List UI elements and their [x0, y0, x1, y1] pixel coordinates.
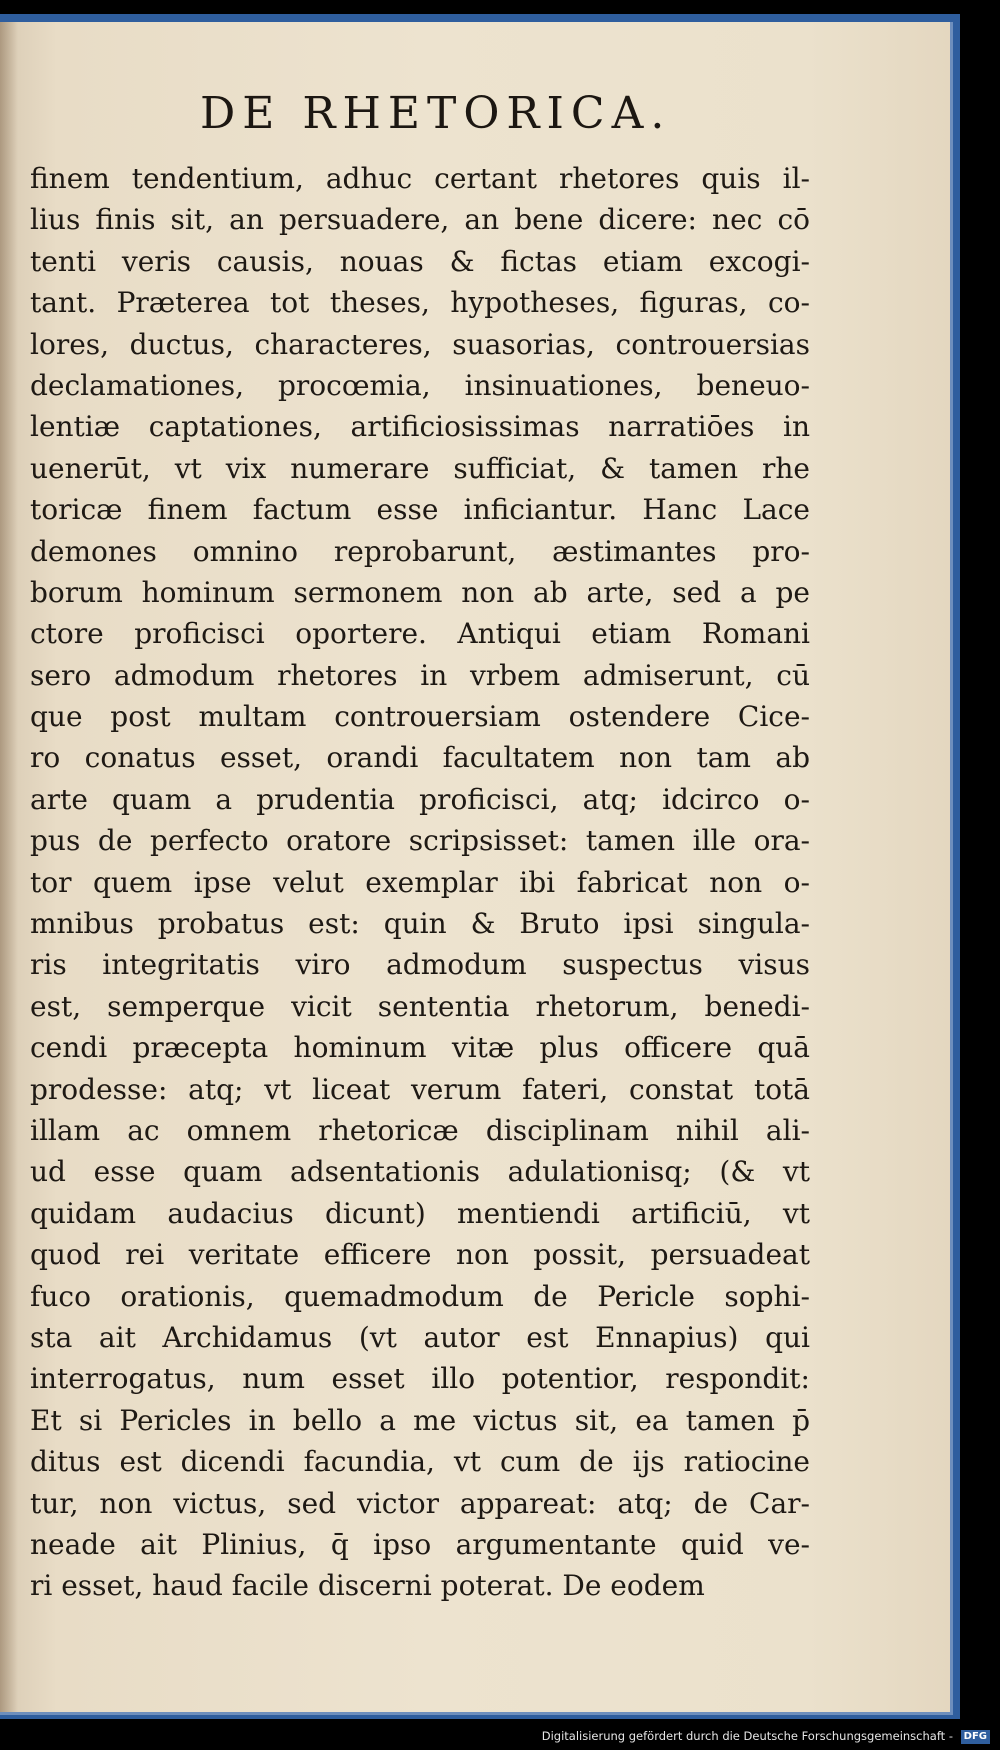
text-line: est, semperque vicit sententia rhetorum, benedi-: [30, 989, 810, 1023]
text-line: uenerūt, vt vix numerare sufficiat, & tamen rhe: [30, 451, 810, 485]
text-line: ud esse quam adsentationis adulationisq; (& vt: [30, 1155, 810, 1189]
text-line: tor quem ipse velut exemplar ibi fabricat non o-: [30, 865, 810, 899]
text-line: toricæ finem factum esse inficiantur. Hanc Lace: [30, 493, 810, 527]
text-line: arte quam a prudentia proficisci, atq; idcirco o-: [30, 782, 810, 816]
text-line: neade ait Plinius, q̄ ipso argumentante quid ve-: [30, 1527, 810, 1561]
text-line: mnibus probatus est: quin & Bruto ipsi singula-: [30, 907, 810, 941]
text-line: tant. Præterea tot theses, hypotheses, figuras, co-: [30, 286, 810, 320]
text-line: finem tendentium, adhuc certant rhetores quis il-: [30, 162, 810, 195]
text-line: quidam audacius dicunt) mentiendi artificiū, vt: [30, 1196, 810, 1230]
dfg-logo-icon: DFG: [961, 1730, 990, 1744]
text-line: tenti veris causis, nouas & fictas etiam excogi-: [30, 244, 810, 278]
text-line: quod rei veritate efficere non possit, persuadeat: [30, 1238, 810, 1272]
running-head: DE RHETORICA.: [200, 88, 672, 139]
credit-text: Digitalisierung gefördert durch die Deutsche Forschungsgemeinschaft -: [541, 1729, 953, 1743]
text-line: sero admodum rhetores in vrbem admiserunt, cū: [30, 658, 810, 692]
text-line: lentiæ captationes, artificiosissimas narratiōes in: [30, 410, 810, 444]
text-line: ctore proficisci oportere. Antiqui etiam Romani: [30, 617, 810, 651]
text-line: borum hominum sermonem non ab arte, sed a pe: [30, 575, 810, 609]
text-line: prodesse: atq; vt liceat verum fateri, constat totā: [30, 1072, 810, 1106]
text-line: sta ait Archidamus (vt autor est Ennapius) qui: [30, 1320, 810, 1354]
text-line: lius finis sit, an persuadere, an bene dicere: nec cō: [30, 203, 810, 237]
text-line: demones omnino reprobarunt, æstimantes pro-: [30, 534, 810, 568]
text-line: Et si Pericles in bello a me victus sit, ea tamen p̄: [30, 1403, 810, 1437]
text-line: ris integritatis viro admodum suspectus visus: [30, 948, 810, 982]
text-line: declamationes, procœmia, insinuationes, beneuo-: [30, 368, 810, 402]
text-line: lores, ductus, characteres, suasorias, controuersias: [30, 327, 810, 361]
gutter-shadow: [0, 22, 18, 1712]
text-line: pus de perfecto oratore scripsisset: tamen ille ora-: [30, 824, 810, 858]
digitization-credit: [0, 1725, 990, 1747]
text-line: illam ac omnem rhetoricæ disciplinam nihil ali-: [30, 1113, 810, 1147]
text-line: ri esset, haud facile discerni poterat. De eodem: [30, 1569, 705, 1603]
text-line: tur, non victus, sed victor appareat: atq; de Car-: [30, 1486, 810, 1520]
body-text: [30, 158, 810, 1607]
text-line: fuco orationis, quemadmodum de Pericle sophi-: [30, 1279, 810, 1313]
text-line: que post multam controuersiam ostendere Cice-: [30, 700, 810, 734]
text-line: cendi præcepta hominum vitæ plus officere quā: [30, 1031, 810, 1065]
text-line: ditus est dicendi facundia, vt cum de ijs ratiocine: [30, 1445, 810, 1479]
text-line: ro conatus esset, orandi facultatem non tam ab: [30, 741, 810, 775]
text-line: interrogatus, num esset illo potentior, respondit:: [30, 1362, 810, 1396]
